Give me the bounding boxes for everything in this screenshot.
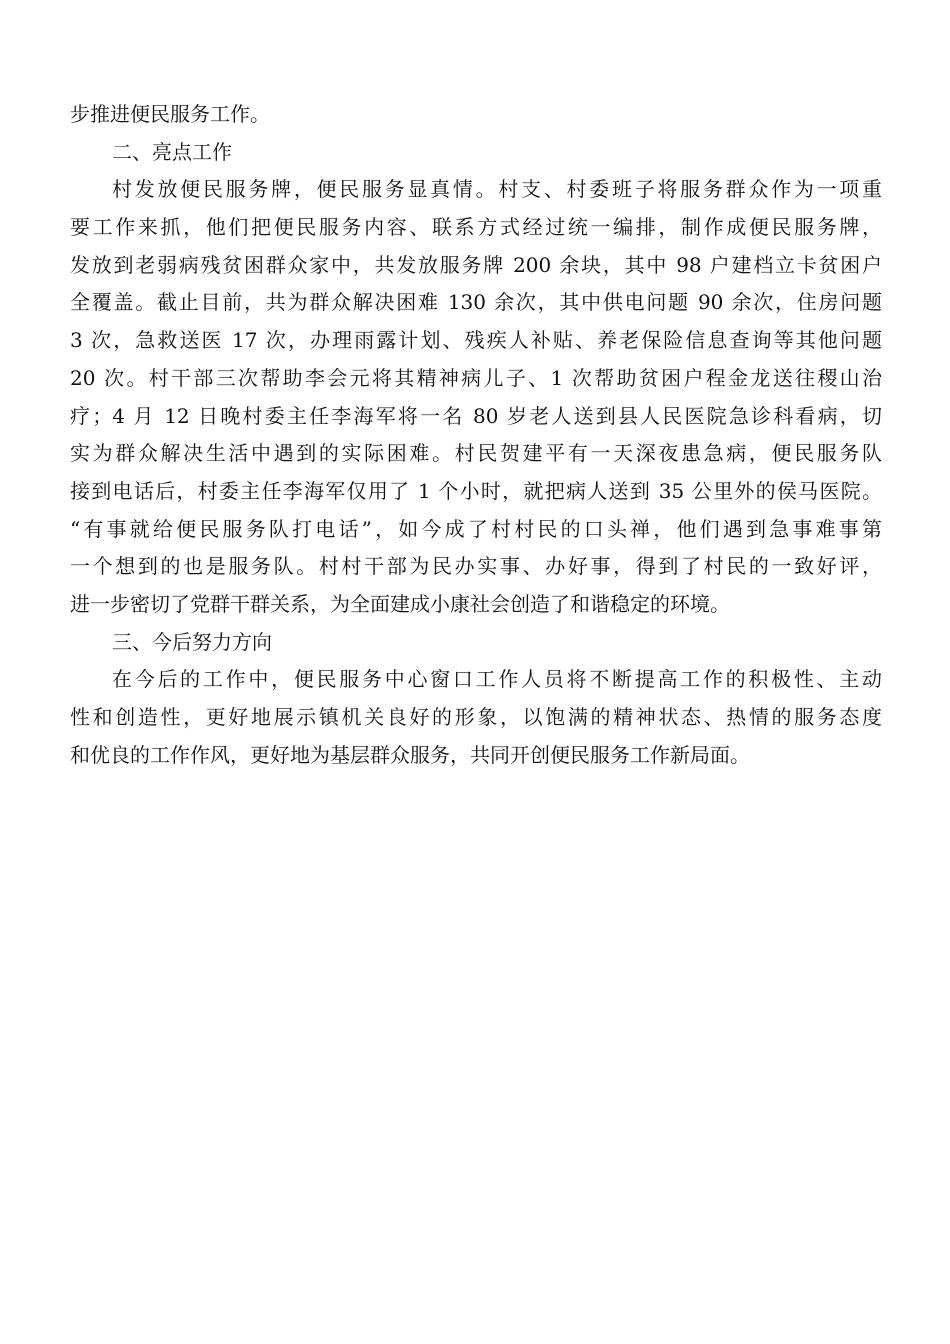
paragraph-line: 进一步密切了党群干群关系，为全面建成小康社会创造了和谐稳定的环境。 — [70, 591, 730, 616]
paragraph-line: 疗；4 月 12 日晚村委主任李海军将一名 80 岁老人送到县人民医院急诊科看病，切 — [70, 403, 882, 428]
paragraph-line: 村发放便民服务牌，便民服务显真情。村支、村委班子将服务群众作为一项重 — [112, 177, 882, 202]
paragraph-line: 和优良的工作作风，更好地为基层群众服务，共同开创便民服务工作新局面。 — [70, 742, 750, 767]
paragraph-line: “有事就给便民服务队打电话”，如今成了村村民的口头禅，他们遇到急事难事第 — [70, 516, 882, 541]
document-body — [70, 96, 882, 774]
paragraph-line: 要工作来抓，他们把便民服务内容、联系方式经过统一编排，制作成便民服务牌， — [70, 215, 882, 240]
section-heading-highlights: 二、亮点工作 — [112, 139, 232, 164]
paragraph-line: 接到电话后，村委主任李海军仅用了 1 个小时，就把病人送到 35 公里外的侯马医院。 — [70, 478, 882, 503]
section-heading-future-direction: 三、今后努力方向 — [112, 629, 272, 654]
paragraph-line: 在今后的工作中，便民服务中心窗口工作人员将不断提高工作的积极性、主动 — [112, 667, 882, 692]
paragraph-line: 一个想到的也是服务队。村村干部为民办实事、办好事，得到了村民的一致好评， — [70, 554, 882, 579]
paragraph-line: 20 次。村干部三次帮助李会元将其精神病儿子、1 次帮助贫困户程金龙送往稷山治 — [70, 365, 882, 390]
paragraph-line: 步推进便民服务工作。 — [70, 102, 270, 126]
paragraph-line: 3 次，急救送医 17 次，办理雨露计划、残疾人补贴、养老保险信息查询等其他问题 — [70, 328, 882, 353]
paragraph-line: 实为群众解决生活中遇到的实际困难。村民贺建平有一天深夜患急病，便民服务队 — [70, 441, 882, 466]
paragraph-line: 发放到老弱病残贫困群众家中，共发放服务牌 200 余块，其中 98 户建档立卡贫困户 — [70, 252, 882, 277]
paragraph-line: 性和创造性，更好地展示镇机关良好的形象，以饱满的精神状态、热情的服务态度 — [70, 705, 882, 729]
paragraph-line: 全覆盖。截止目前，共为群众解决困难 130 余次，其中供电问题 90 余次，住房问题 — [70, 290, 882, 315]
